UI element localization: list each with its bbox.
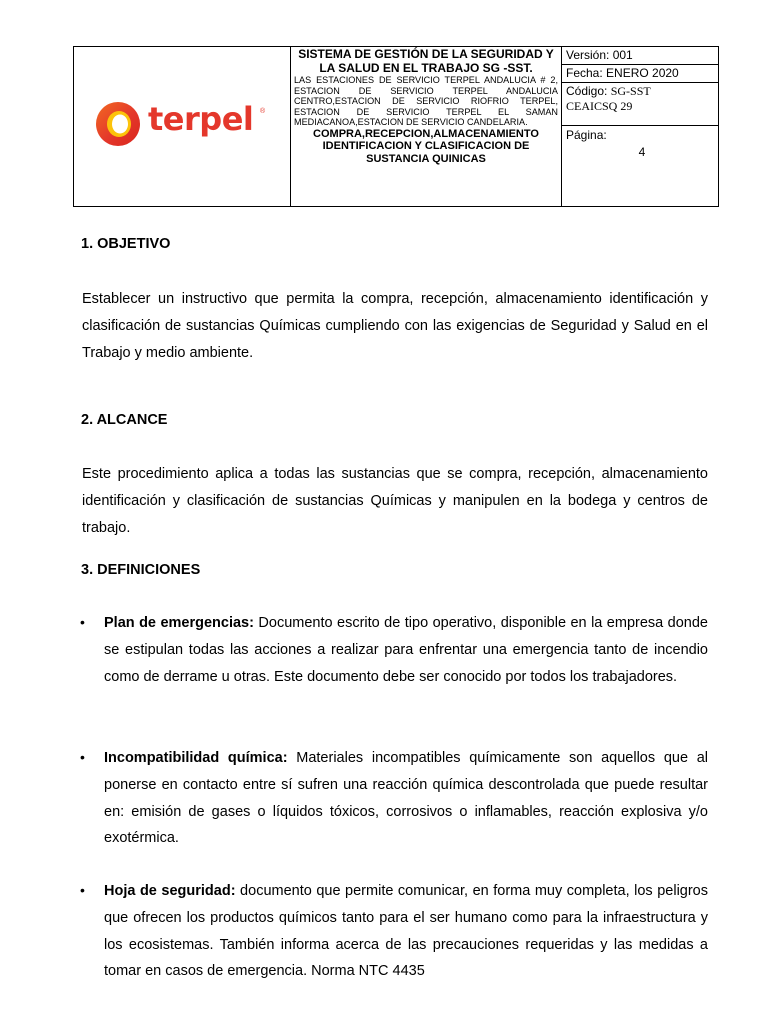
code-label: Código: (566, 84, 608, 98)
section-objetivo-text: Establecer un instructivo que permita la compra, recepción, almacenamiento identificación y clasificación de sustancias Químicas cumpliendo con las exigencias de Seguridad y Salud en el Trabajo y medio ambiente. (82, 291, 708, 361)
bullet-point: • (80, 882, 85, 898)
definition-item (104, 878, 708, 985)
procedure-title: COMPRA,RECEPCION,ALMACENAMIENTO IDENTIFICACION Y CLASIFICACION DE SUSTANCIA QUINICAS (313, 127, 539, 165)
page-field (562, 126, 718, 161)
definition-term: Plan de emergencias: (104, 615, 254, 631)
definition-item (104, 745, 708, 852)
title-cell (291, 47, 562, 207)
bullet-point: • (80, 614, 85, 630)
logo-cell (74, 47, 291, 207)
logo-wordmark: terpel (148, 100, 254, 138)
document-header-table (73, 46, 719, 207)
page-number: 4 (638, 145, 646, 159)
definition-item (104, 610, 708, 690)
definition-text: Materiales incompatibles químicamente son aquellos que al ponerse en contacto entre sí sufren una reacción química descontrolada que puede resultar en: emisión de gases o líquidos tóxicos, corrosivos o inflamables, reacción explosiva y/o exotérmica. (104, 750, 709, 847)
definition-text: documento que permite comunicar, en forma muy completa, los peligros que ofrecen los productos químicos tanto para el ser humano como para la infraestructura y los ecosistemas. También informa acerca de las precauciones requeridas y las medidas a tomar en casos de emergencia. Norma NTC 4435 (104, 883, 708, 980)
section-definiciones-title: 3. DEFINICIONES (81, 562, 201, 578)
date-field: Fecha: ENERO 2020 (562, 65, 718, 83)
system-title: SISTEMA DE GESTIÓN DE LA SEGURIDAD Y LA SALUD EN EL TRABAJO SG -SST. (298, 47, 554, 75)
definition-term: Incompatibilidad química: (104, 750, 288, 766)
logo-registered-mark: ® (260, 108, 266, 115)
section-alcance-title: 2. ALCANCE (81, 412, 168, 428)
code-value-line-2: CEAICSQ 29 (566, 99, 633, 113)
code-value-line-1: SG-SST (610, 84, 651, 98)
control-info-cell (562, 47, 719, 207)
definition-text: Documento escrito de tipo operativo, disponible en la empresa donde se estipulan todas las acciones a realizar para enfrentar una emergencia tanto de incendio como de derrame u otras. Este documento debe ser conocido por todos los trabajadores. (104, 615, 709, 685)
page-label: Página: (566, 128, 607, 142)
definition-term: Hoja de seguridad: (104, 883, 236, 899)
terpel-logo-icon (94, 100, 142, 148)
section-alcance-text: Este procedimiento aplica a todas las sustancias que se compra, recepción, almacenamiento identificación y clasificación de sustancias Químicas y manipulen en la bodega y centros de trabajo. (82, 466, 708, 536)
stations-list: LAS ESTACIONES DE SERVICIO TERPEL ANDALUCIA # 2, ESTACION DE SERVICIO TERPEL ANDALUCIA CENTRO,ESTACION DE SERVICIO RIOFRIO TERPEL, ESTACION DE SERVICIO TERPEL EL SAMAN MEDIACANOA,ESTACION DE SERVICIO CANDELARIA. (294, 75, 558, 128)
bullet-point: • (80, 749, 85, 765)
code-field (562, 83, 718, 126)
section-objetivo-title: 1. OBJETIVO (81, 236, 171, 252)
version-field: Versión: 001 (562, 47, 718, 65)
